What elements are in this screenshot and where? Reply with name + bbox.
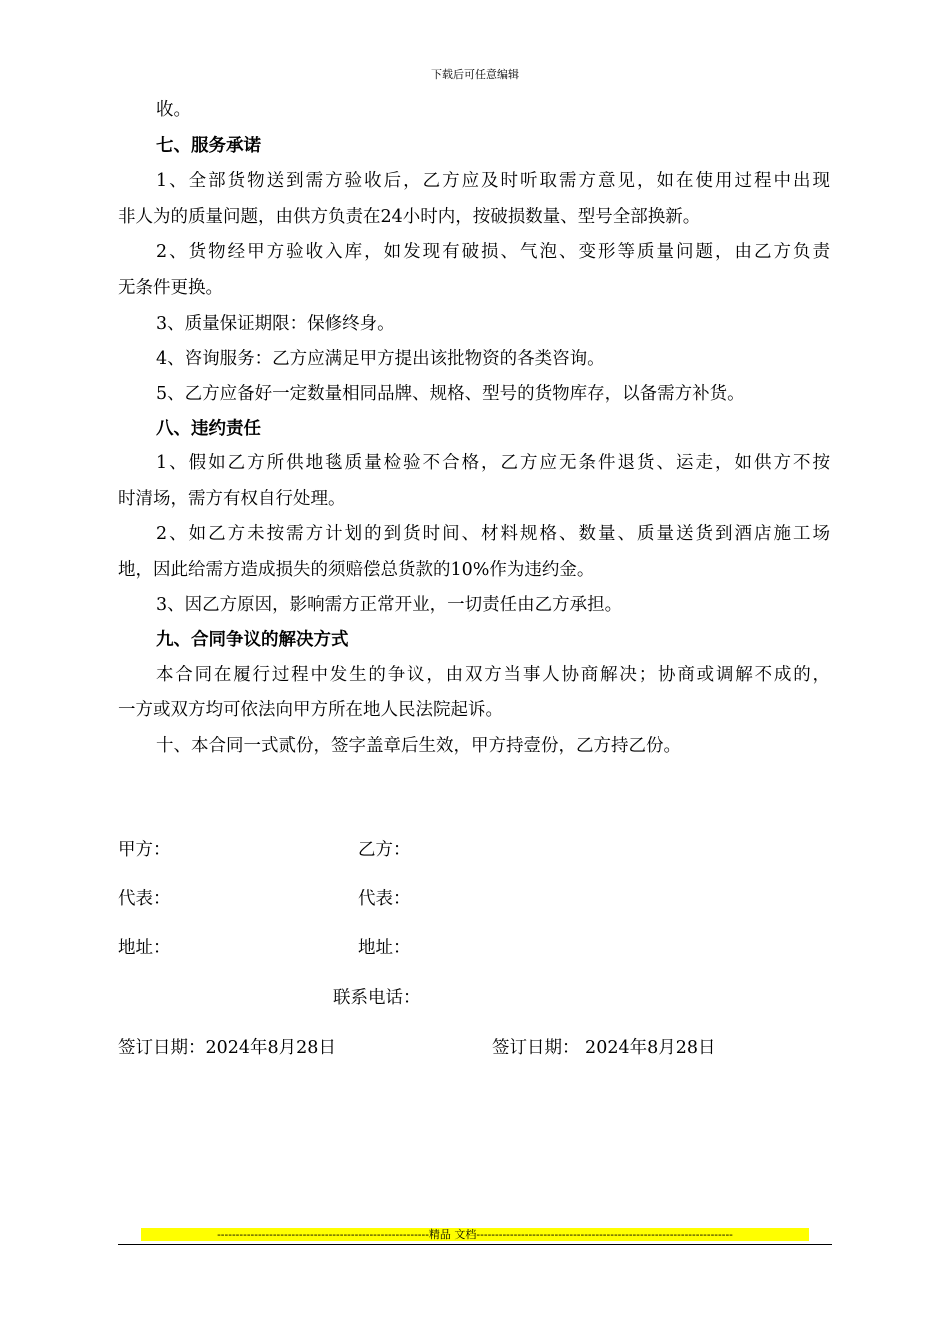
page-header: 下载后可任意编辑: [431, 68, 519, 81]
sign-date-a: 签订日期：2024年8月28日: [118, 1038, 336, 1058]
rep-a-label: 代表：: [118, 889, 171, 909]
paragraph-line: 2、如乙方未按需方计划的到货时间、材料规格、数量、质量送货到酒店施工场: [156, 524, 830, 544]
party-a-label: 甲方：: [118, 840, 171, 860]
paragraph-line: 3、因乙方原因，影响需方正常开业，一切责任由乙方承担。: [156, 595, 623, 615]
footer-banner: ---------------------------------------------------------精品 文档---------------------------------------------------------------------: [141, 1228, 809, 1241]
paragraph-line: 5、乙方应备好一定数量相同品牌、规格、型号的货物库存，以备需方补货。: [156, 384, 745, 404]
paragraph-line: 地，因此给需方造成损失的须赔偿总货款的10%作为违约金。: [118, 560, 595, 580]
section-heading-9: 九、合同争议的解决方式: [156, 630, 349, 650]
address-a-label: 地址：: [118, 938, 171, 958]
paragraph-line: 3、质量保证期限：保修终身。: [156, 314, 395, 334]
paragraph-line: 2、货物经甲方验收入库，如发现有破损、气泡、变形等质量问题，由乙方负责: [156, 242, 830, 262]
paragraph-line: 1、假如乙方所供地毯质量检验不合格，乙方应无条件退货、运走，如供方不按: [156, 453, 830, 473]
paragraph-line: 收。: [156, 100, 191, 120]
rep-b-label: 代表：: [358, 889, 411, 909]
paragraph-line: 4、咨询服务：乙方应满足甲方提出该批物资的各类咨询。: [156, 349, 605, 369]
party-b-label: 乙方：: [358, 840, 411, 860]
address-b-label: 地址：: [358, 938, 411, 958]
section-heading-7: 七、服务承诺: [156, 136, 261, 156]
footer-divider: [118, 1244, 832, 1245]
paragraph-line: 一方或双方均可依法向甲方所在地人民法院起诉。: [118, 700, 503, 720]
paragraph-line: 本合同在履行过程中发生的争议，由双方当事人协商解决；协商或调解不成的，: [156, 665, 830, 685]
paragraph-line: 时清场，需方有权自行处理。: [118, 489, 346, 509]
paragraph-line: 1、全部货物送到需方验收后，乙方应及时听取需方意见，如在使用过程中出现: [156, 171, 830, 191]
sign-date-b: 签订日期： 2024年8月28日: [492, 1038, 716, 1058]
section-heading-8: 八、违约责任: [156, 419, 261, 439]
paragraph-line: 十、本合同一式贰份，签字盖章后生效，甲方持壹份，乙方持乙份。: [156, 736, 681, 756]
paragraph-line: 非人为的质量问题，由供方负责在24小时内，按破损数量、型号全部换新。: [118, 207, 701, 227]
paragraph-line: 无条件更换。: [118, 278, 223, 298]
phone-label: 联系电话：: [333, 988, 421, 1008]
